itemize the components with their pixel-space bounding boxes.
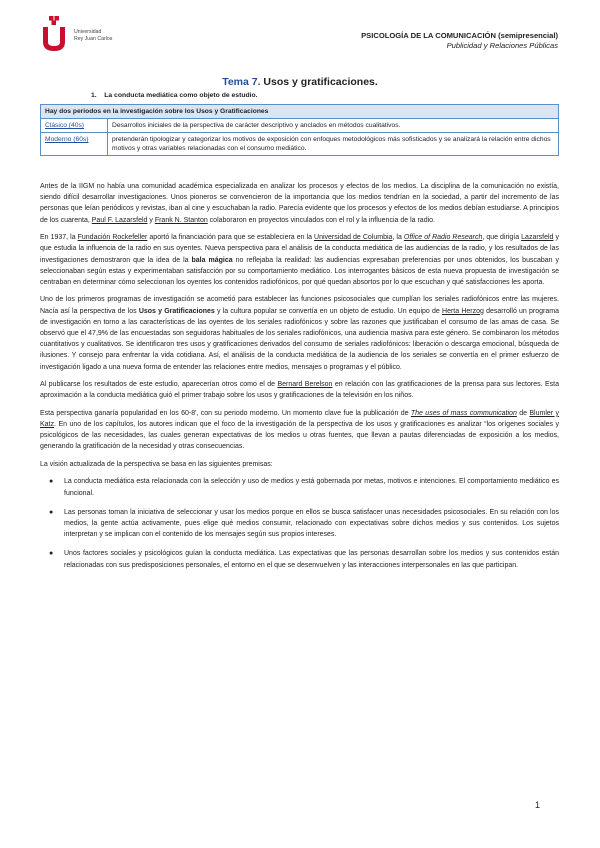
text: en relación con las gratificaciones de la prensa para sus lectores. Esta aproximación a la conducta mediática guió el primer trabajo sobre los usos y gratificaciones de la televisión en los niños. <box>40 381 559 400</box>
text: desarrolló un programa de investigación en torno a las características de las oyentes de los seriales radiofónicos y sobre las razones que justificaban el consumo de las amas de casa. Se observó que el 47,9% de las encuestadas son seguidoras habituales de los seriales radiofónicos, una audiencia masiva para este género. Se combinaron los métodos cuantitativos y cualitativos. Se identificaron tres usos y gratificaciones derivados del consumo de seriales radiofónicos: liberación o descarga emocional, búsqueda de ilusiones. Y consejo para enfrentar la vida cotidiana. Así, el análisis de la conducta mediática de la audiencia de los seriales se convertía en el primer esfuerzo de investigación ligado a una nueva forma de entender las relaciones entre medios, mensajes o programas y el público. <box>40 307 559 371</box>
link-lazarsfeld[interactable]: Lazarsfeld <box>521 234 554 242</box>
list-item <box>40 507 559 541</box>
text: y que estudia la influencia de la radio en sus oyentes. Nueva perspectiva para el análisis de la conducta mediática de las audiencias de la radio, y los resultados de las investigaciones demostraron que la idea de la <box>40 234 559 264</box>
paragraph <box>40 181 559 226</box>
topic-number: Tema 7. <box>222 76 261 88</box>
paragraph <box>40 379 559 401</box>
urjc-logo-mark <box>40 15 70 53</box>
period-classic-desc: Desarrollos iniciales de la perspectiva de carácter descriptivo y anclados en métodos cualitativos. <box>108 119 559 133</box>
text: Esta perspectiva ganaría popularidad en los 60-8', con su periodo moderno. Un momento clave fue la publicación de <box>40 409 411 417</box>
text: Uno de los primeros programas de investigación se acometió para establecer las funciones psicosociales que cumplían los seriales radiofónicos entre las mujeres. Nacía así la perspectiva de los <box>40 296 559 315</box>
periods-table <box>40 104 559 156</box>
list-item-text: Unos factores sociales y psicológicos guían la conducta mediática. Las expectativas que las personas desarrollan sobre los medios y sus contenidos están relacionadas con sus predisposiciones personales, el entorno en el que se desenvuelven y las interacciones interpersonales en las que participan. <box>64 550 559 569</box>
table-row <box>41 119 559 133</box>
logo-line2: Rey Juan Carlos <box>74 35 113 42</box>
link-columbia[interactable]: Universidad de Columbia <box>314 234 393 242</box>
table-header: Hay dos periodos en la investigación sobre los Usos y Gratificaciones <box>41 105 559 119</box>
table-row <box>41 133 559 156</box>
period-classic-link[interactable]: Clásico (40s) <box>41 119 108 133</box>
text: En 1937, la <box>40 234 78 242</box>
university-logo <box>40 15 120 55</box>
body-text <box>40 181 559 579</box>
section-heading <box>91 92 258 99</box>
topic-title: Usos y gratificaciones. <box>260 76 378 88</box>
premises-list <box>40 476 559 570</box>
link-herzog[interactable]: Herta Herzog <box>442 307 484 315</box>
bullet-icon: ● <box>49 508 54 516</box>
logo-text <box>74 29 112 42</box>
period-modern-desc: pretenderán tipologizar y categorizar los motivos de exposición con enfoques metodológicos más sofisticados y se analizará la relación entre dichos motivos y otras variables relacionadas con el consumo mediático. <box>108 133 559 156</box>
text: colaboraron en proyectos vinculados con el rol y la influencia de la radio. <box>207 216 435 224</box>
text: de <box>516 409 530 417</box>
link-blumler-katz[interactable]: Blumler y Katz <box>40 409 559 429</box>
paragraph <box>40 232 559 288</box>
link-berelson[interactable]: Bernard Berelson <box>277 381 333 389</box>
list-item-text: Las personas toman la iniciativa de seleccionar y usar los medios porque en ellos se busca satisfacer unas necesidades psicosociales. En su relación con los medios, la gente actúa activamente, pues elige qué medios consumir, relacionado con expectativas sobre dichos medios y sus contenidos. Los sujetos interpretan y se implican con el contenido de los mensajes según sus propios intereses. <box>64 508 559 539</box>
degree-name: Publicidad y Relaciones Públicas <box>446 41 558 50</box>
text: Antes de la IIGM no había una comunidad académica especializada en analizar los procesos y efectos de los medios. La disciplina de la comunicación no existía, siendo difícil desarrollar investigaciones. Unos pioneros se convencieron de la importancia que los medios tendrían en la sociedad, a partir del incremento de las personas que leían periódicos y revistas, iban al cine y escuchaban la radio. Parecía evidente que los procesos y efectos de los medios debían estudiarse. A principios de los cuarenta, <box>40 183 559 224</box>
link-stanton-name[interactable]: Frank N. Stanton <box>154 216 208 224</box>
text: no reflejaba la realidad: las audiencias expresaban preferencias por unos obtenidos, los buscaban y seleccionaban según estas y experimentaban satisfacción por su comportamiento mediático. Los interrogantes básicos de esta nueva propuesta de investigación se centraban en determinar cómo seleccionan los oyentes los contenidos radiofónicos, por qué quedan absortos por lo que escuchan y qué satisfacciones les aporta. <box>40 256 560 286</box>
page-number: 1 <box>534 800 540 810</box>
text: y <box>147 216 155 224</box>
text: y la cultura popular se convertía en un objeto de estudio. Un equipo de <box>214 307 443 315</box>
page-title <box>0 76 600 88</box>
link-lazarsfeld-name[interactable]: Paul F. Lazarsfeld <box>91 216 148 224</box>
list-item <box>40 476 559 498</box>
logo-line1: Universidad <box>74 29 102 35</box>
text: , que dirigía <box>482 234 522 242</box>
list-item <box>40 548 559 570</box>
text: . En uno de los capítulos, los autores indican que el foco de la investigación de la perspectiva de los usos y gratificaciones es analizar “los orígenes sociales y psicológicos de las necesidades, las cuales generan expectativas de los medios u otras fuentes, que llevan a pautas diferenciadas de exposición a los medios, generando la gratificación de la necesidad y otras consecuencias. <box>40 421 559 451</box>
text: aportó la financiación para que se estableciera en la <box>147 234 315 242</box>
bold-term: Usos y Gratificaciones <box>138 307 215 315</box>
link-office-radio-research[interactable]: Office of Radio Research <box>403 234 483 242</box>
link-rockefeller[interactable]: Fundación Rockefeller <box>77 234 148 242</box>
text: Al publicarse los resultados de este estudio, aparecerían otros como el de <box>40 381 278 389</box>
paragraph <box>40 294 559 372</box>
text: , la <box>392 234 404 242</box>
list-item-text: La conducta mediática esta relacionada con la selección y uso de medios y está gobernada por metas, motivos e intenciones. El comportamiento mediático es funcional. <box>64 478 559 497</box>
page-header <box>361 31 558 51</box>
bullet-icon: ● <box>49 550 54 558</box>
bold-term: bala mágica <box>191 256 233 264</box>
section-title: La conducta mediática como objeto de estudio. <box>104 92 258 99</box>
paragraph: La visión actualizada de la perspectiva se basa en las siguientes premisas: <box>40 460 273 468</box>
link-book-title[interactable]: The uses of mass communication <box>410 409 517 417</box>
course-name: PSICOLOGÍA DE LA COMUNICACIÓN (semipresencial) <box>361 31 558 40</box>
paragraph <box>40 408 559 453</box>
section-number: 1. <box>91 92 97 99</box>
period-modern-link[interactable]: Moderno (60s) <box>41 133 108 156</box>
bullet-icon: ● <box>49 478 54 486</box>
